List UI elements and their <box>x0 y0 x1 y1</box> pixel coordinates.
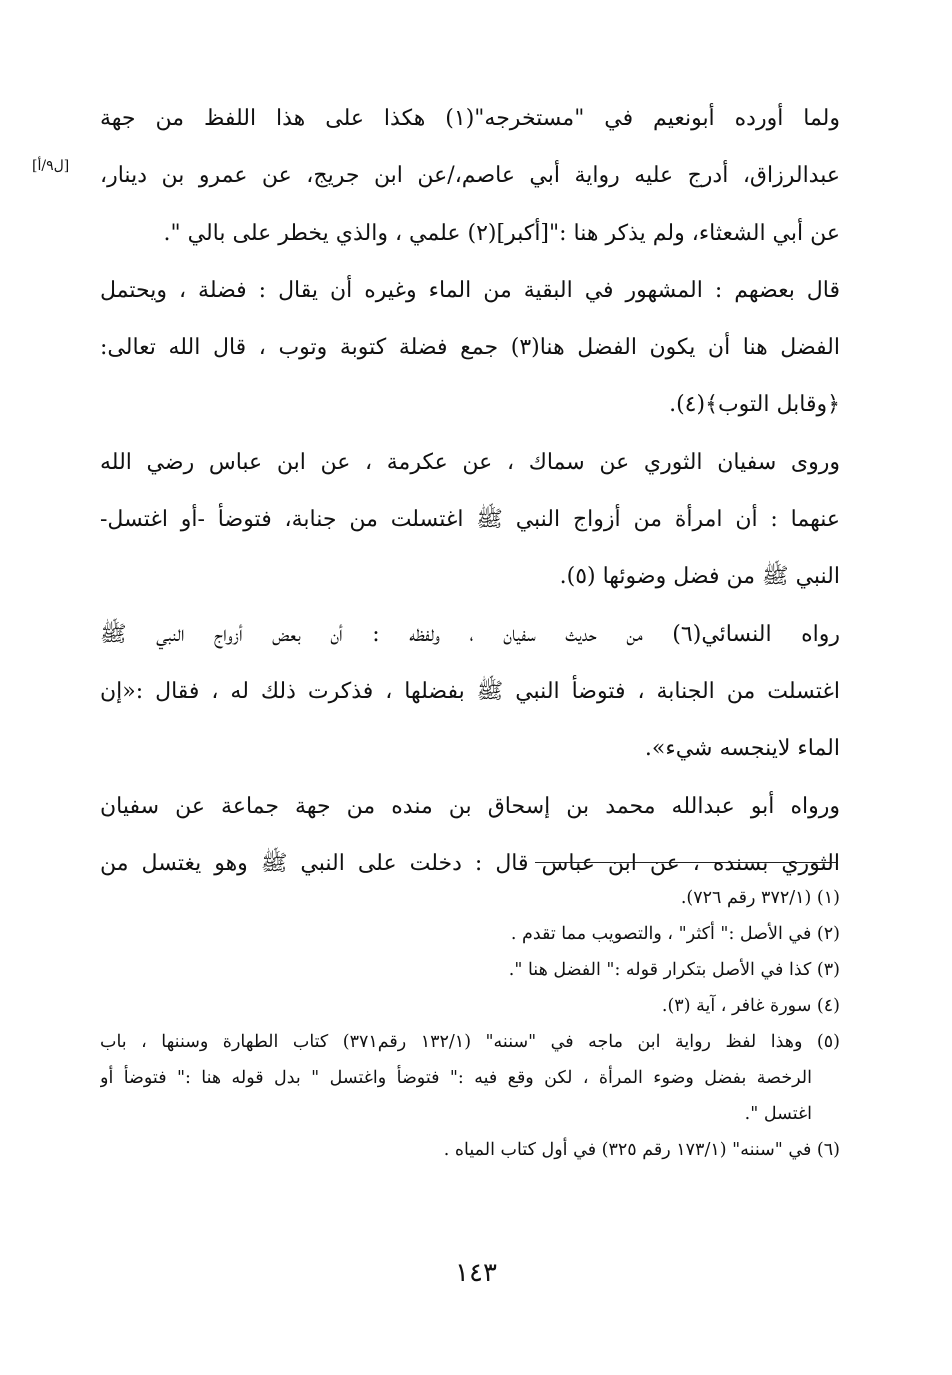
body-line: الثوري بسنده ، عن ابن عباس قال : دخلت على النبي ﷺ وهو يغتسل من <box>100 850 840 876</box>
footnote: (٤) سورة غافر ، آية (٣). <box>661 996 840 1016</box>
footnote: (٥) وهذا لفظ رواية ابن ماجه في "سننه" (١٣٢/١ رقم٣٧١) كتاب الطهارة وسننها ، باب <box>100 1032 840 1052</box>
footnote: (١) (٣٧٢/١ رقم ٧٢٦). <box>680 888 840 908</box>
body-line: الماء لاينجسه شيء». <box>644 736 840 762</box>
body-line: ﴿وقابل التوب﴾(٤). <box>669 392 840 418</box>
body-line: اغتسلت من الجنابة ، فتوضأ النبي ﷺ بفضلها ، فذكرت ذلك له ، فقال :«إن <box>100 678 840 704</box>
body-line: النبي ﷺ من فضل وضوئها (٥). <box>559 564 840 590</box>
body-text <box>100 90 840 892</box>
footnote: (٦) في "سننه" (١٧٣/١ رقم ٣٢٥) في أول كتاب المياه . <box>443 1140 840 1160</box>
body-line: قال بعضهم : المشهور في البقية من الماء وغيره أن يقال : فضلة ، ويحتمل <box>100 277 840 303</box>
page-number: ١٤٣ <box>455 1258 497 1288</box>
body-line: وروى سفيان الثوري عن سماك ، عن عكرمة ، عن ابن عباس رضي الله <box>100 449 840 475</box>
footnotes <box>100 880 840 1168</box>
manuscript-folio-note: [ل٩/أ] <box>32 158 70 174</box>
footnote: (٢) في الأصل :" أكثر" ، والتصويب مما تقدم . <box>510 924 840 944</box>
body-line: الفضل هنا أن يكون الفضل هنا(٣) جمع فضلة كتوبة وتوب ، قال الله تعالى: <box>100 335 840 361</box>
footnote-continuation: الرخصة بفضل وضوء المرأة ، لكن وقع فيه :" فتوضأ واغتسل " بدل قوله هنا :" فتوضأ أو <box>100 1068 812 1088</box>
body-line: عبدالرزاق، أدرج عليه رواية أبي عاصم،/عن ابن جريج، عن عمرو بن دينار، <box>100 163 840 189</box>
body-line: رواه النسائي(٦) من حديث سفيان ، ولفظه : أن بعض أزواج النبي ﷺ <box>100 621 840 647</box>
footnote-continuation: اغتسل ". <box>744 1104 812 1124</box>
body-line: عنهما : أن امرأة من أزواج النبي ﷺ اغتسلت من جنابة، فتوضأ -أو اغتسل- <box>100 507 840 533</box>
body-line: ولما أورده أبونعيم في "مستخرجه"(١) هكذا على هذا اللفظ من جهة <box>100 106 840 131</box>
body-line: ورواه أبو عبدالله محمد بن إسحاق بن منده من جهة جماعة عن سفيان <box>100 793 840 819</box>
footnote: (٣) كذا في الأصل بتكرار قوله :" الفضل هنا ". <box>508 960 840 980</box>
body-line: عن أبي الشعثاء، ولم يذكر هنا :"[أكبر](٢) علمي ، والذي يخطر على بالي ". <box>163 220 840 246</box>
footnote-separator <box>535 862 838 863</box>
